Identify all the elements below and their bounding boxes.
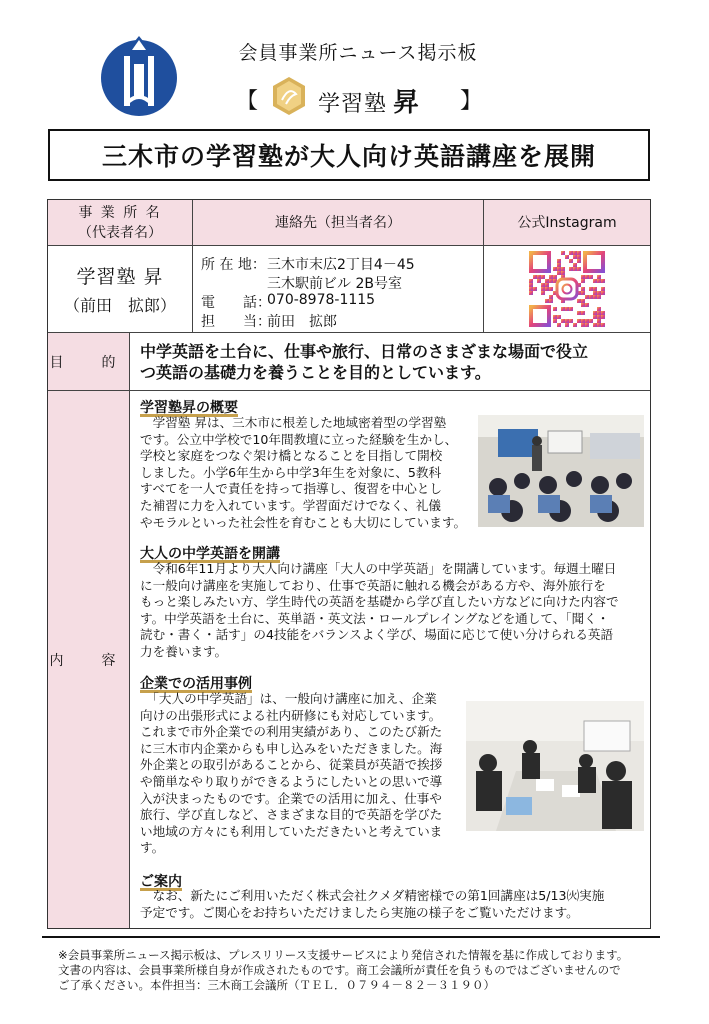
- purpose-line2: つ英語の基礎力を養うことを目的としています。: [140, 363, 491, 382]
- overview-line: 学習塾 昇は、三木市に根差した地域密着型の学習塾: [140, 415, 447, 430]
- person-label: 担 当：: [201, 314, 271, 330]
- company-name: 学習塾 昇: [76, 266, 164, 288]
- corporate-use-body: [140, 691, 470, 857]
- corporate-line: 「大人の中学英語」は、一般向け講座に加え、企業: [140, 691, 437, 706]
- phone-label: 電 話：: [201, 295, 271, 311]
- instagram-header-cell: [484, 200, 650, 246]
- overview-line: た補習に力を入れています。学習面だけでなく、礼儀: [140, 497, 441, 513]
- notice-line: なお、新たにご利用いただく株式会社クメダ精密様での第1回講座は5/13㈫実施: [140, 888, 605, 903]
- contact-header-cell: [193, 200, 484, 246]
- training-photo: [466, 701, 644, 831]
- name-header-line2: （代表者名）: [78, 224, 162, 241]
- overview-line: すべてを一人で責任を持って指導し、復習を中心とし: [140, 481, 442, 497]
- board-title: 会員事業所ニュース掲示板: [238, 42, 478, 64]
- name-header-line1: 事 業 所 名: [78, 204, 162, 221]
- footer-divider: [42, 936, 660, 938]
- corporate-line: 向けの出張形式による社内研修にも対応しています。: [140, 707, 442, 723]
- overview-line: 学校と家庭をつなぐ架け橋となることを目指して開校: [140, 448, 443, 464]
- corporate-line: に三木市内企業からも申し込みをいただきました。海: [140, 740, 443, 756]
- content-cell: [130, 391, 650, 928]
- footer-note: [58, 948, 658, 993]
- address-line1: 三木市末広2丁目4－45: [267, 257, 415, 273]
- address-label: 所 在 地：: [201, 257, 266, 273]
- purpose-label-cell: [48, 333, 130, 391]
- adult-course-title: 大人の中学英語を開講: [140, 546, 280, 562]
- corporate-line: 旅行、学び直しなど、さまざまな目的で英語を学びた: [140, 807, 443, 823]
- content-label: 内 容: [49, 652, 128, 669]
- instagram-header: 公式Instagram: [517, 214, 617, 231]
- company-name-cell: [48, 246, 193, 333]
- adult-line: 力を養います。: [140, 643, 228, 659]
- classroom-photo: [478, 415, 644, 527]
- corporate-line: や簡単なやり取りができるようにしたいとの思いで導: [140, 773, 443, 789]
- bracket-left: 【: [236, 89, 259, 114]
- overview-title: 学習塾昇の概要: [140, 400, 238, 416]
- adult-line: に一般向け講座を実施しており、仕事で英語に触れる機会がある方や、海外旅行を: [140, 577, 606, 593]
- name-header-cell: [48, 200, 193, 246]
- corporate-line: い地域の方々にも利用していただきたいと考えていま: [140, 823, 443, 839]
- company-logo-big: 昇: [393, 88, 421, 118]
- chamber-logo-icon: [98, 34, 180, 118]
- instagram-qr-code-icon[interactable]: [529, 251, 605, 327]
- headline: 三木市の学習塾が大人向け英語講座を展開: [48, 129, 650, 181]
- contact-header: 連絡先（担当者名）: [275, 214, 401, 231]
- instagram-cell: [484, 246, 650, 333]
- address-line2: 三木駅前ビル 2B号室: [267, 276, 402, 292]
- notice-line: 予定です。ご関心をお持ちいただけましたら実施の様子をご覧いただけます。: [140, 904, 579, 920]
- purpose-cell: [130, 333, 650, 391]
- adult-line: 読む・書く・話す」の4技能をバランスよく学び、場面に応じて使い分けられる英語: [140, 627, 614, 643]
- adult-line: もっと楽しみたい方、学生時代の英語を基礎から学び直したい方などに向けた内容で: [140, 594, 619, 610]
- footer-line: 文書の内容は、会員事業所様自身が作成されたものです。商工会議所が責任を負うものではございませんので: [58, 963, 621, 977]
- contact-cell: [193, 246, 484, 333]
- overview-line: やモラルといった社会性を育むことも大切にしています。: [140, 514, 467, 530]
- corporate-line: 外企業との取引があることから、従業員が英語で挨拶: [140, 757, 443, 773]
- representative-name: （前田 拡郎）: [63, 296, 176, 315]
- overview-line: しました。小学6年生から中学3年生を対象に、5教科: [140, 464, 442, 480]
- bracket-right: 】: [460, 89, 483, 114]
- adult-line: す。中学英語を土台に、英単語・英文法・ロールプレイングなどを通して、「聞く・: [140, 610, 610, 626]
- corporate-line: 入が決まったものです。企業での活用に加え、仕事や: [140, 790, 442, 806]
- info-table: [47, 199, 651, 929]
- purpose-line1: 中学英語を土台に、仕事や旅行、日常のさまざまな場面で役立: [140, 342, 589, 361]
- company-logo-text: [318, 82, 420, 119]
- footer-line: ご了承ください。本件担当：三木商工会議所（ＴＥＬ．０７９４－８２－３１９０）: [58, 978, 495, 992]
- company-logo-label: 学習塾: [318, 92, 388, 117]
- corporate-use-title: 企業での活用事例: [140, 676, 252, 692]
- purpose-label: 目 的: [49, 354, 128, 371]
- content-label-cell: [48, 391, 130, 928]
- corporate-line: これまで市外企業での利用実績があり、このたび新た: [140, 724, 443, 740]
- corporate-line: す。: [140, 840, 165, 856]
- notice-title: ご案内: [140, 874, 182, 890]
- person-name: 前田 拡郎: [267, 314, 337, 330]
- overview-line: です。公立中学校で10年間教壇に立った経験を生かし、: [140, 431, 458, 447]
- phone-number: 070-8978-1115: [267, 292, 376, 308]
- adult-line: 令和6年11月より大人向け講座「大人の中学英語」を開講しています。毎週土曜日: [140, 561, 617, 576]
- overview-body: [140, 415, 480, 531]
- company-hexagon-logo-icon: [272, 76, 306, 116]
- footer-line: ※会員事業所ニュース掲示板は、プレスリリース支援サービスにより発信された情報を基に作成しております。: [58, 948, 629, 962]
- adult-course-body: [140, 561, 645, 661]
- notice-body: [140, 888, 645, 921]
